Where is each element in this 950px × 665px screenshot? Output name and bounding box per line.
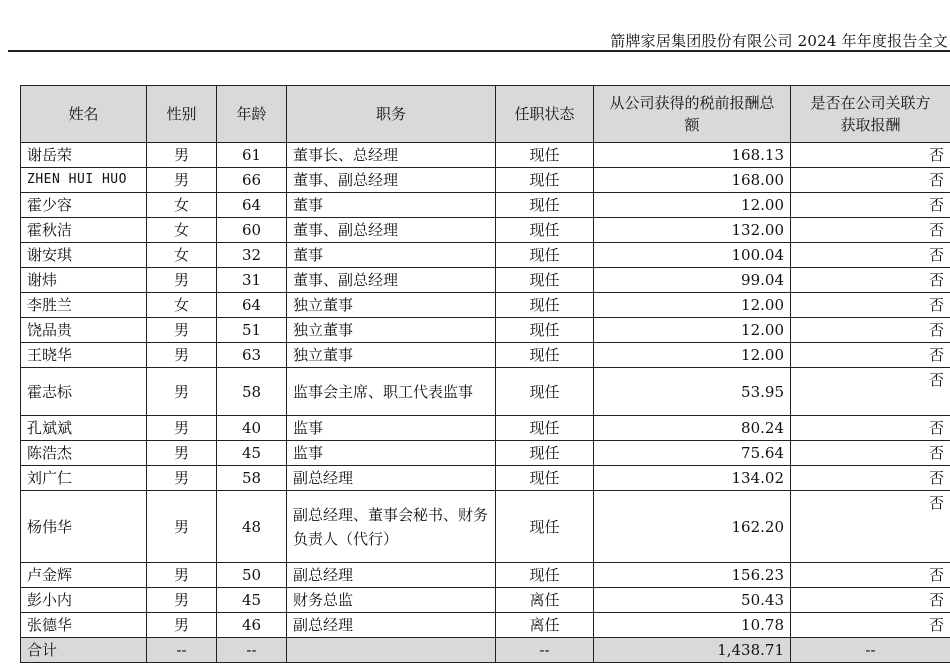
table-row [21,466,950,491]
cell-related: 否 [791,588,950,613]
total-position [287,638,496,663]
cell-pay: 80.24 [594,416,791,441]
cell-age: 61 [217,143,287,168]
table-row [21,613,950,638]
cell-status: 离任 [496,613,594,638]
cell-name: 饶品贵 [21,318,147,343]
cell-status: 现任 [496,563,594,588]
cell-gender: 男 [147,268,217,293]
cell-status: 现任 [496,143,594,168]
cell-name: 陈浩杰 [21,441,147,466]
cell-gender: 男 [147,168,217,193]
cell-position: 监事 [287,441,496,466]
cell-status: 现任 [496,441,594,466]
table-row [21,143,950,168]
cell-gender: 男 [147,318,217,343]
cell-name: 张德华 [21,613,147,638]
cell-related: 否 [791,343,950,368]
cell-gender: 男 [147,613,217,638]
cell-position: 副总经理 [287,613,496,638]
cell-name: 杨伟华 [21,491,147,563]
table-row [21,168,950,193]
table-row [21,293,950,318]
cell-position: 董事、副总经理 [287,168,496,193]
cell-position: 董事长、总经理 [287,143,496,168]
cell-name: 霍少容 [21,193,147,218]
cell-position: 副总经理 [287,563,496,588]
cell-status: 现任 [496,168,594,193]
table-row [21,588,950,613]
cell-gender: 男 [147,588,217,613]
cell-gender: 女 [147,193,217,218]
cell-pay: 168.13 [594,143,791,168]
table-header-row [21,86,950,143]
cell-status: 现任 [496,466,594,491]
page-header-title: 箭牌家居集团股份有限公司 2024 年年度报告全文 [610,32,948,50]
cell-pay: 156.23 [594,563,791,588]
table-row [21,563,950,588]
total-label: 合计 [21,638,147,663]
column-header-gender: 性别 [147,86,217,143]
cell-pay: 50.43 [594,588,791,613]
cell-status: 现任 [496,318,594,343]
cell-position: 独立董事 [287,343,496,368]
cell-name: 彭小内 [21,588,147,613]
cell-gender: 男 [147,466,217,491]
cell-pay: 134.02 [594,466,791,491]
cell-position: 副总经理、董事会秘书、财务负责人（代行） [287,491,496,563]
cell-related: 否 [791,318,950,343]
cell-pay: 75.64 [594,441,791,466]
cell-age: 46 [217,613,287,638]
cell-related: 否 [791,466,950,491]
cell-position: 财务总监 [287,588,496,613]
cell-related: 否 [791,368,950,416]
cell-name: 李胜兰 [21,293,147,318]
total-pay: 1,438.71 [594,638,791,663]
cell-gender: 男 [147,368,217,416]
cell-gender: 男 [147,491,217,563]
cell-position: 董事 [287,193,496,218]
cell-status: 现任 [496,193,594,218]
cell-name: ZHEN HUI HUO [21,168,147,193]
table-row [21,243,950,268]
table-row [21,318,950,343]
column-header-age: 年龄 [217,86,287,143]
column-header-status: 任职状态 [496,86,594,143]
cell-age: 45 [217,441,287,466]
compensation-table [20,85,950,663]
cell-status: 现任 [496,491,594,563]
cell-position: 董事 [287,243,496,268]
cell-age: 64 [217,293,287,318]
cell-name: 王晓华 [21,343,147,368]
cell-gender: 女 [147,243,217,268]
table-row [21,268,950,293]
cell-related: 否 [791,563,950,588]
cell-status: 现任 [496,416,594,441]
cell-related: 否 [791,218,950,243]
table-row [21,368,950,416]
cell-status: 现任 [496,218,594,243]
table-row [21,491,950,563]
cell-position: 独立董事 [287,318,496,343]
cell-pay: 12.00 [594,293,791,318]
table-row [21,441,950,466]
cell-name: 孔斌斌 [21,416,147,441]
table-row [21,416,950,441]
table-total-row [21,638,950,663]
table-row [21,193,950,218]
cell-pay: 100.04 [594,243,791,268]
cell-status: 现任 [496,368,594,416]
cell-age: 50 [217,563,287,588]
cell-gender: 男 [147,143,217,168]
cell-age: 32 [217,243,287,268]
cell-age: 63 [217,343,287,368]
cell-pay: 12.00 [594,193,791,218]
column-header-position: 职务 [287,86,496,143]
cell-position: 董事、副总经理 [287,268,496,293]
cell-position: 监事会主席、职工代表监事 [287,368,496,416]
cell-pay: 168.00 [594,168,791,193]
cell-pay: 162.20 [594,491,791,563]
cell-related: 否 [791,491,950,563]
cell-name: 卢金辉 [21,563,147,588]
cell-related: 否 [791,143,950,168]
cell-pay: 12.00 [594,318,791,343]
cell-name: 刘广仁 [21,466,147,491]
cell-pay: 10.78 [594,613,791,638]
cell-position: 监事 [287,416,496,441]
table-row [21,343,950,368]
cell-position: 董事、副总经理 [287,218,496,243]
cell-gender: 女 [147,293,217,318]
cell-position: 独立董事 [287,293,496,318]
total-related: -- [791,638,950,663]
total-gender: -- [147,638,217,663]
cell-related: 否 [791,243,950,268]
cell-related: 否 [791,441,950,466]
cell-name: 霍志标 [21,368,147,416]
cell-status: 现任 [496,243,594,268]
total-status: -- [496,638,594,663]
cell-age: 58 [217,466,287,491]
cell-gender: 男 [147,416,217,441]
column-header-related-pay: 是否在公司关联方获取报酬 [791,86,950,143]
cell-gender: 男 [147,441,217,466]
cell-pay: 99.04 [594,268,791,293]
cell-position: 副总经理 [287,466,496,491]
cell-age: 60 [217,218,287,243]
cell-related: 否 [791,168,950,193]
cell-related: 否 [791,193,950,218]
cell-gender: 男 [147,343,217,368]
cell-age: 64 [217,193,287,218]
cell-status: 离任 [496,588,594,613]
cell-related: 否 [791,293,950,318]
cell-age: 58 [217,368,287,416]
cell-related: 否 [791,416,950,441]
column-header-name: 姓名 [21,86,147,143]
cell-pay: 53.95 [594,368,791,416]
cell-name: 谢安琪 [21,243,147,268]
cell-age: 48 [217,491,287,563]
cell-gender: 女 [147,218,217,243]
cell-name: 谢岳荣 [21,143,147,168]
cell-age: 66 [217,168,287,193]
cell-pay: 12.00 [594,343,791,368]
cell-status: 现任 [496,293,594,318]
cell-gender: 男 [147,563,217,588]
header-divider [8,50,950,52]
cell-pay: 132.00 [594,218,791,243]
cell-related: 否 [791,613,950,638]
cell-related: 否 [791,268,950,293]
cell-name: 谢炜 [21,268,147,293]
table-row [21,218,950,243]
cell-age: 51 [217,318,287,343]
cell-status: 现任 [496,343,594,368]
total-age: -- [217,638,287,663]
cell-age: 31 [217,268,287,293]
column-header-pay: 从公司获得的税前报酬总额 [594,86,791,143]
cell-age: 40 [217,416,287,441]
cell-name: 霍秋洁 [21,218,147,243]
cell-status: 现任 [496,268,594,293]
cell-age: 45 [217,588,287,613]
